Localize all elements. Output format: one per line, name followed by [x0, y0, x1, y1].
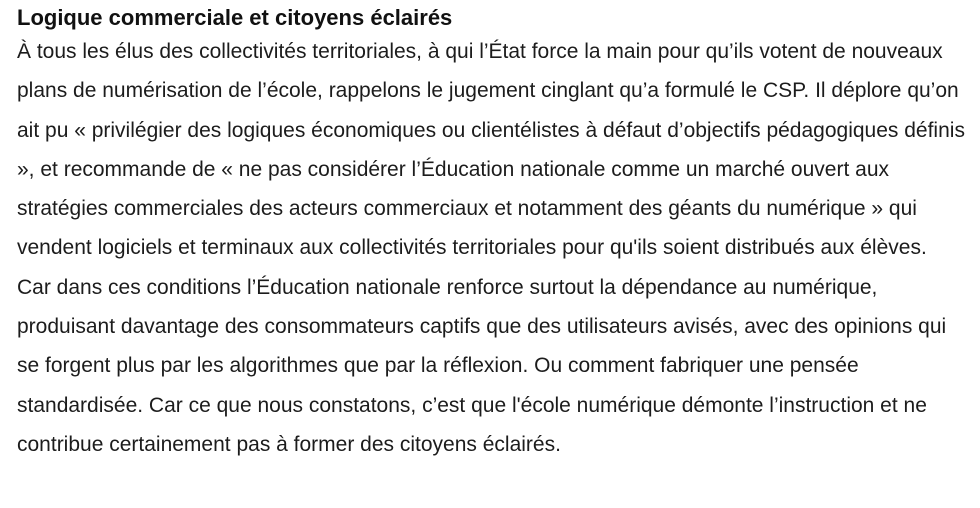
paragraph-1: À tous les élus des collectivités territoriales, à qui l’État force la main pour qu’ils votent de nouveaux plans de numérisation de l’école, rappelons le jugement cinglant qu’a formulé le CSP. Il déplore qu’on ait pu « privilégier des logiques économiques ou clientélistes à défaut d’objectifs pédagogiques définis », et recommande de « ne pas considérer l’Éducation nationale comme un marché ouvert aux stratégies commerciales des acteurs commerciaux et notamment des géants du numérique » qui vendent logiciels et terminaux aux collectivités territoriales pour qu'ils soient distribués aux élèves.	[17, 40, 965, 260]
paragraph-2: Car dans ces conditions l’Éducation nationale renforce surtout la dépendance au numérique, produisant davantage des consommateurs captifs que des utilisateurs avisés, avec des opinions qui se forgent plus par les algorithmes que par la réflexion. Ou comment fabriquer une pensée standardisée. Car ce que nous constatons, c’est que l'école numérique démonte l’instruction et ne contribue certainement pas à former des citoyens éclairés.	[17, 275, 947, 456]
section-heading: Logique commerciale et citoyens éclairés	[17, 5, 453, 30]
